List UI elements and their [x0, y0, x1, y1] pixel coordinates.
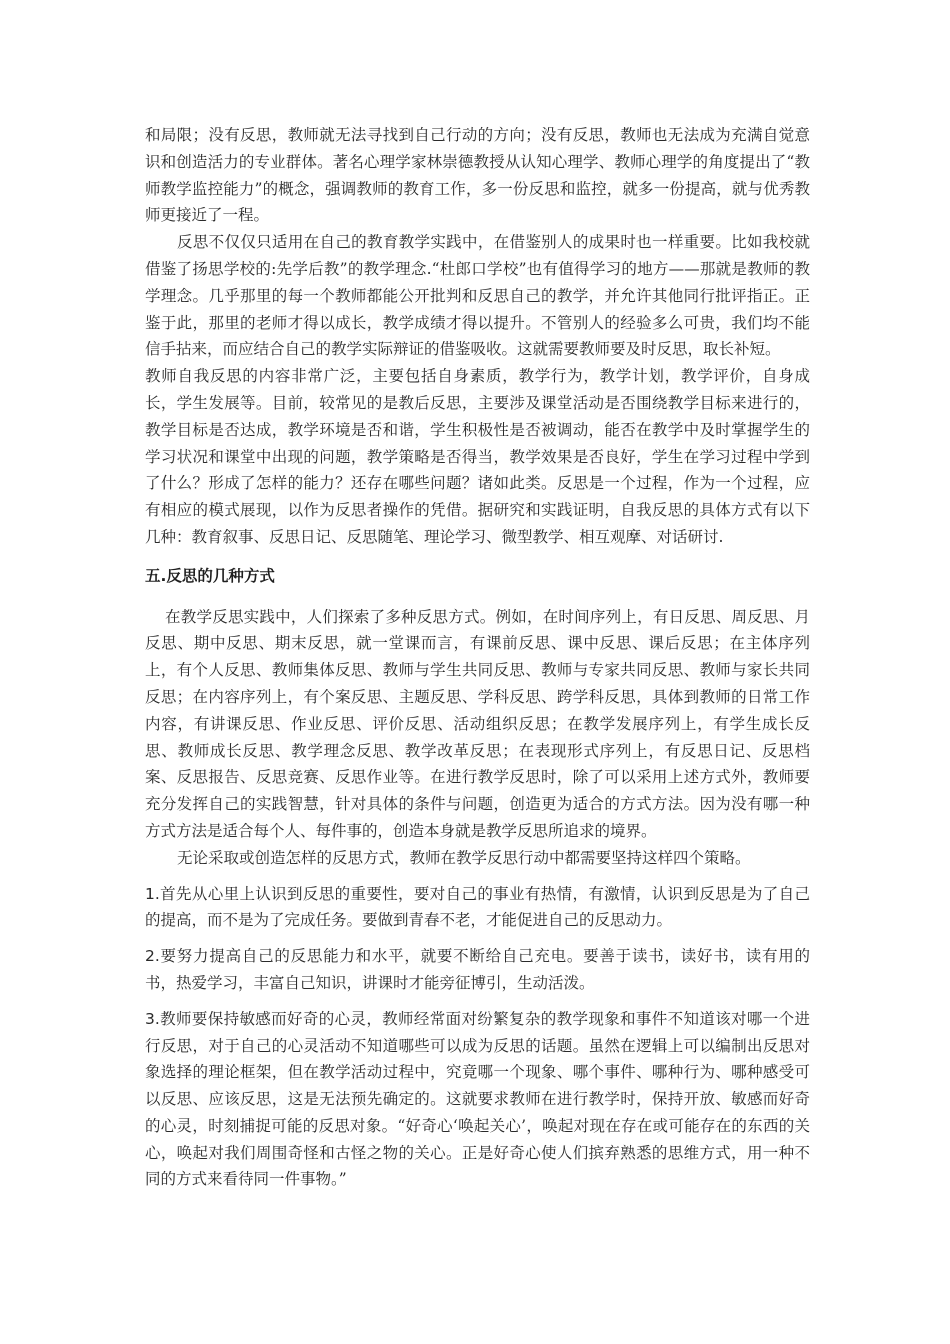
section-heading: 五.反思的几种方式 — [145, 566, 275, 585]
strategy-number: 1. — [145, 884, 160, 903]
paragraph-continuation: 和局限；没有反思，教师就无法寻找到自己行动的方向；没有反思，教师也无法成为充满自觉意识和创造活力的专业群体。著名心理学家林崇德教授从认知心理学、教师心理学的角度提出了“教师教学监控能力”的概念，强调教师的教育工作，多一份反思和监控，就多一份提高，就与优秀教师更接近了一程。 — [145, 126, 810, 225]
paragraph-reflection-reference: 反思不仅仅只适用在自己的教育教学实践中，在借鉴别人的成果时也一样重要。比如我校就借鉴了扬思学校的:先学后教”的教学理念.“杜郎口学校”也有值得学习的地方——那就是教师的教学理念。几乎那里的每一个教师都能公开批判和反思自己的教学，并允许其他同行批评指正。正鉴于此，那里的老师才得以成长，教学成绩才得以提升。不管别人的经验多么可贵，我们均不能信手拈来，而应结合自己的教学实际辩证的借鉴吸收。这就需要教师要及时反思，取长补短。 — [145, 233, 810, 359]
strategy-text: 首先从心里上认识到反思的重要性，要对自己的事业有热情，有激情，认识到反思是为了自己的提高，而不是为了完成任务。要做到青春不老，才能促进自己的反思动力。 — [145, 884, 810, 930]
strategy-item-1 — [145, 881, 810, 935]
paragraph-four-strategies-intro: 无论采取或创造怎样的反思方式，教师在教学反思行动中都需要坚持这样四个策略。 — [177, 848, 751, 867]
strategy-item-3 — [145, 1006, 810, 1194]
strategy-text: 教师要保持敏感而好奇的心灵，教师经常面对纷繁复杂的教学现象和事件不知道该对哪一个进行反思，对于自己的心灵活动不知道哪些可以成为反思的话题。虽然在逻辑上可以编制出反思对象选择的理论框架，但在教学活动过程中，究竟哪一个现象、哪个事件、哪种行为、哪种感受可以反思、应该反思，这是无法预先确定的。这就要求教师在进行教学时，保持开放、敏感而好奇的心灵，时刻捕捉可能的反思对象。“好奇心‘唤起关心’，唤起对现在存在或可能存在的东西的关心，唤起对我们周围奇怪和古怪之物的关心。正是好奇心使人们摈弃熟悉的思维方式，用一种不同的方式来看待同一件事物。” — [145, 1009, 810, 1189]
strategy-text: 要努力提高自己的反思能力和水平，就要不断给自己充电。要善于读书，读好书，读有用的书，热爱学习，丰富自己知识，讲课时才能旁征博引，生动活泼。 — [145, 947, 810, 992]
paragraph-reflection-content: 教师自我反思的内容非常广泛，主要包括自身素质，教学行为，教学计划，教学评价，自身成长，学生发展等。目前，较常见的是教后反思，主要涉及课堂活动是否围绕教学目标来进行的，教学目标是否达成，教学环境是否和谐，学生积极性是否被调动，能否在教学中及时掌握学生的学习状况和课堂中出现的问题，教学策略是否得当，教学效果是否良好，学生在学习过程中学到了什么？形成了怎样的能力？还存在哪些问题？诸如此类。反思是一个过程，作为一个过程，应有相应的模式展现，以作为反思者操作的凭借。据研究和实践证明，自我反思的具体方式有以下几种：教育叙事、反思日记、反思随笔、理论学习、微型教学、相互观摩、对话研讨. — [145, 367, 810, 546]
document-page — [145, 122, 810, 1193]
strategy-number: 2. — [145, 947, 160, 966]
strategy-number: 3. — [145, 1009, 160, 1028]
strategy-item-2 — [145, 943, 810, 997]
paragraph-reflection-methods: 在教学反思实践中，人们探索了多种反思方式。例如，在时间序列上，有日反思、周反思、月反思、期中反思、期末反思，就一堂课而言，有课前反思、课中反思、课后反思；在主体序列上，有个人反思、教师集体反思、教师与学生共同反思、教师与专家共同反思、教师与家长共同反思；在内容序列上，有个案反思、主题反思、学科反思、跨学科反思，具体到教师的日常工作内容，有讲课反思、作业反思、评价反思、活动组织反思；在教学发展序列上，有学生成长反思、教师成长反思、教学理念反思、教学改革反思；在表现形式序列上，有反思日记、反思档案、反思报告、反思竞赛、反思作业等。在进行教学反思时，除了可以采用上述方式外，教师要充分发挥自己的实践智慧，针对具体的条件与问题，创造更为适合的方式方法。因为没有哪一种方式方法是适合每个人、每件事的，创造本身就是教学反思所追求的境界。 — [145, 607, 810, 840]
